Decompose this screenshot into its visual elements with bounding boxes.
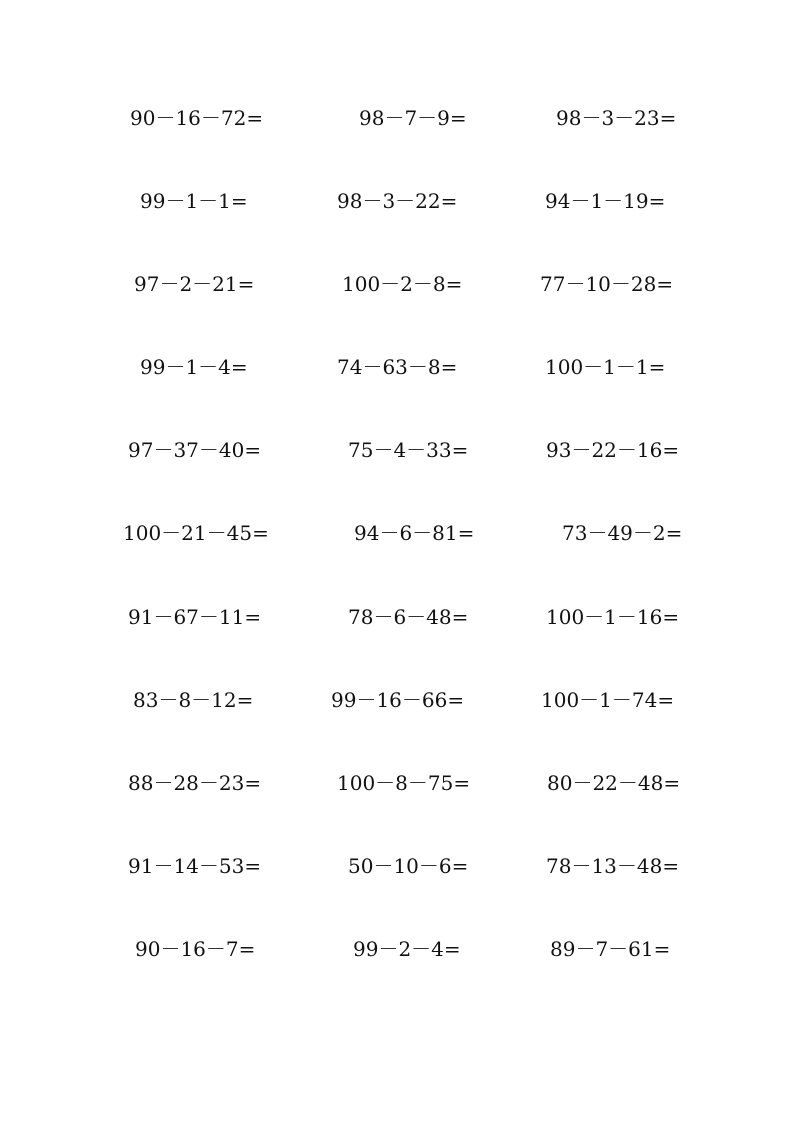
problem-r2-c2: 98－3－22= — [337, 189, 458, 213]
problem-r6-c2: 94－6－81= — [354, 521, 475, 545]
problem-r9-c2: 100－8－75= — [337, 771, 471, 795]
problem-r6-c1: 100－21－45= — [123, 521, 269, 545]
problem-r7-c1: 91－67－11= — [128, 605, 262, 629]
problem-r3-c2: 100－2－8= — [342, 272, 463, 296]
problem-r9-c1: 88－28－23= — [128, 771, 262, 795]
problem-r8-c3: 100－1－74= — [541, 688, 675, 712]
problem-r9-c3: 80－22－48= — [547, 771, 681, 795]
problem-r7-c2: 78－6－48= — [348, 605, 469, 629]
problem-r8-c1: 83－8－12= — [133, 688, 254, 712]
problem-r11-c2: 99－2－4= — [353, 937, 461, 961]
problem-r4-c1: 99－1－4= — [140, 355, 248, 379]
problem-r2-c3: 94－1－19= — [545, 189, 666, 213]
problem-r5-c3: 93－22－16= — [546, 438, 680, 462]
problem-r4-c3: 100－1－1= — [545, 355, 666, 379]
problem-r8-c2: 99－16－66= — [331, 688, 465, 712]
problem-r10-c2: 50－10－6= — [348, 854, 469, 878]
problem-r5-c1: 97－37－40= — [128, 438, 262, 462]
problem-r1-c2: 98－7－9= — [359, 106, 467, 130]
problem-r2-c1: 99－1－1= — [140, 189, 248, 213]
problem-r5-c2: 75－4－33= — [348, 438, 469, 462]
problem-r7-c3: 100－1－16= — [546, 605, 680, 629]
problem-r10-c1: 91－14－53= — [128, 854, 262, 878]
problem-r1-c3: 98－3－23= — [556, 106, 677, 130]
problem-r1-c1: 90－16－72= — [130, 106, 264, 130]
problem-r3-c1: 97－2－21= — [134, 272, 255, 296]
problem-r3-c3: 77－10－28= — [540, 272, 674, 296]
problem-r6-c3: 73－49－2= — [562, 521, 683, 545]
problem-r11-c3: 89－7－61= — [550, 937, 671, 961]
problem-r4-c2: 74－63－8= — [337, 355, 458, 379]
problem-r11-c1: 90－16－7= — [135, 937, 256, 961]
problem-r10-c3: 78－13－48= — [546, 854, 680, 878]
